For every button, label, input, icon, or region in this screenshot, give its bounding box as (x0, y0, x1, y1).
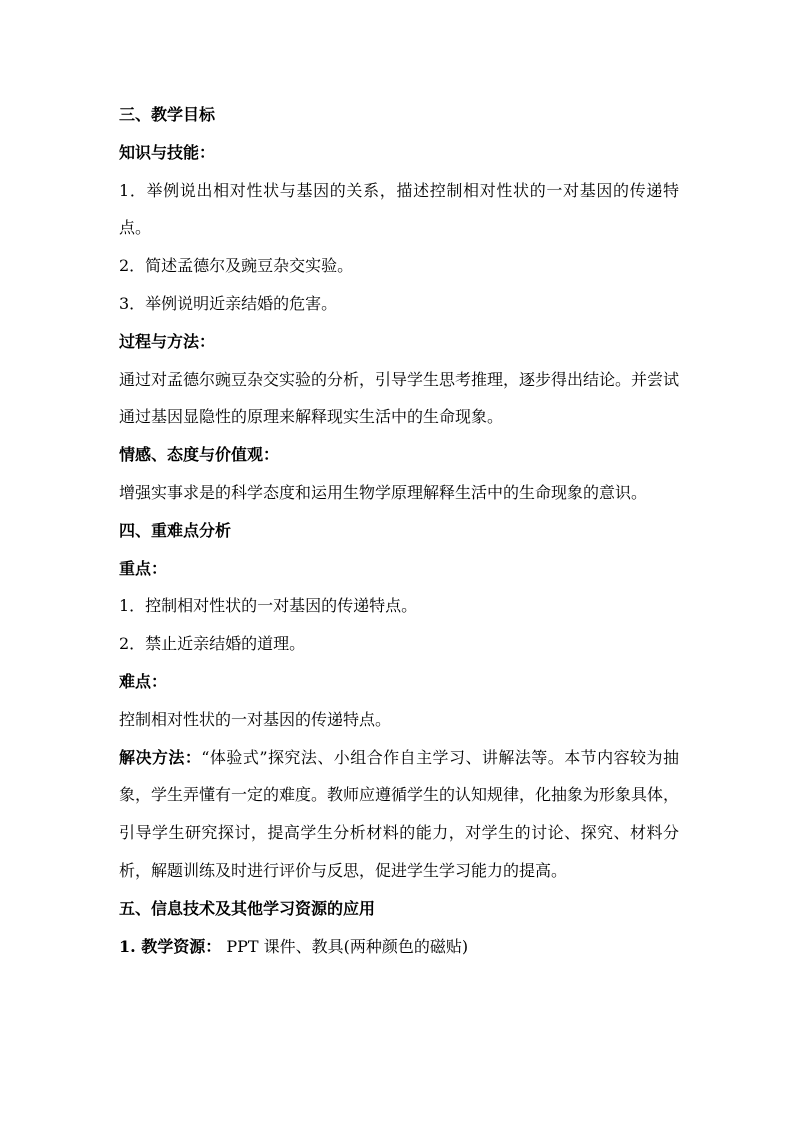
paragraph-solution (119, 739, 679, 890)
subheading-difficult-points: 难点： (119, 671, 168, 691)
paragraph-attitude-values: 增强实事求是的科学态度和运用生物学原理解释生活中的生命现象的意识。 (119, 482, 648, 502)
list-item: 2．禁止近亲结婚的道理。 (119, 634, 306, 654)
list-item: 1．控制相对性状的一对基因的传递特点。 (119, 596, 418, 616)
subheading-knowledge-skills: 知识与技能： (119, 142, 216, 162)
paragraph-difficult-points: 控制相对性状的一对基因的传递特点。 (119, 709, 392, 729)
paragraph-process-methods: 通过对孟德尔豌豆杂交实验的分析，引导学生思考推理，逐步得出结论。并尝试通过基因显隐性的原理来解释现实生活中的生命现象。 (119, 369, 680, 427)
list-item: 3．举例说明近亲结婚的危害。 (119, 293, 338, 313)
subheading-key-points: 重点： (119, 558, 168, 578)
section-heading-key-difficulties: 四、重难点分析 (119, 520, 232, 540)
resources-text: PPT 课件、教具(两种颜色的磁贴) (221, 936, 469, 956)
solution-text: “体验式”探究法、小组合作自主学习、讲解法等。本节内容较为抽象，学生弄懂有一定的难度。教师应遵循学生的认知规律，化抽象为形象具体，引导学生研究探讨，提高学生分析材料的能力，对学生的讨论、探究、材料分析，解题训练及时进行评价与反思，促进学生学习能力的提高。 (119, 747, 680, 880)
list-item: 2．简述孟德尔及豌豆杂交实验。 (119, 256, 354, 276)
section-heading-objectives: 三、教学目标 (119, 105, 216, 124)
list-item: 1．举例说出相对性状与基因的关系，描述控制相对性状的一对基因的传递特点。 (119, 180, 679, 238)
resources-label: 1. 教学资源： (119, 936, 222, 956)
document-page (119, 96, 679, 965)
solution-label: 解决方法： (119, 747, 202, 767)
section-heading-info-tech: 五、信息技术及其他学习资源的应用 (119, 898, 376, 918)
subheading-attitude-values: 情感、态度与价值观： (119, 445, 280, 465)
subheading-process-methods: 过程与方法： (119, 331, 216, 351)
resources-line (119, 928, 679, 966)
